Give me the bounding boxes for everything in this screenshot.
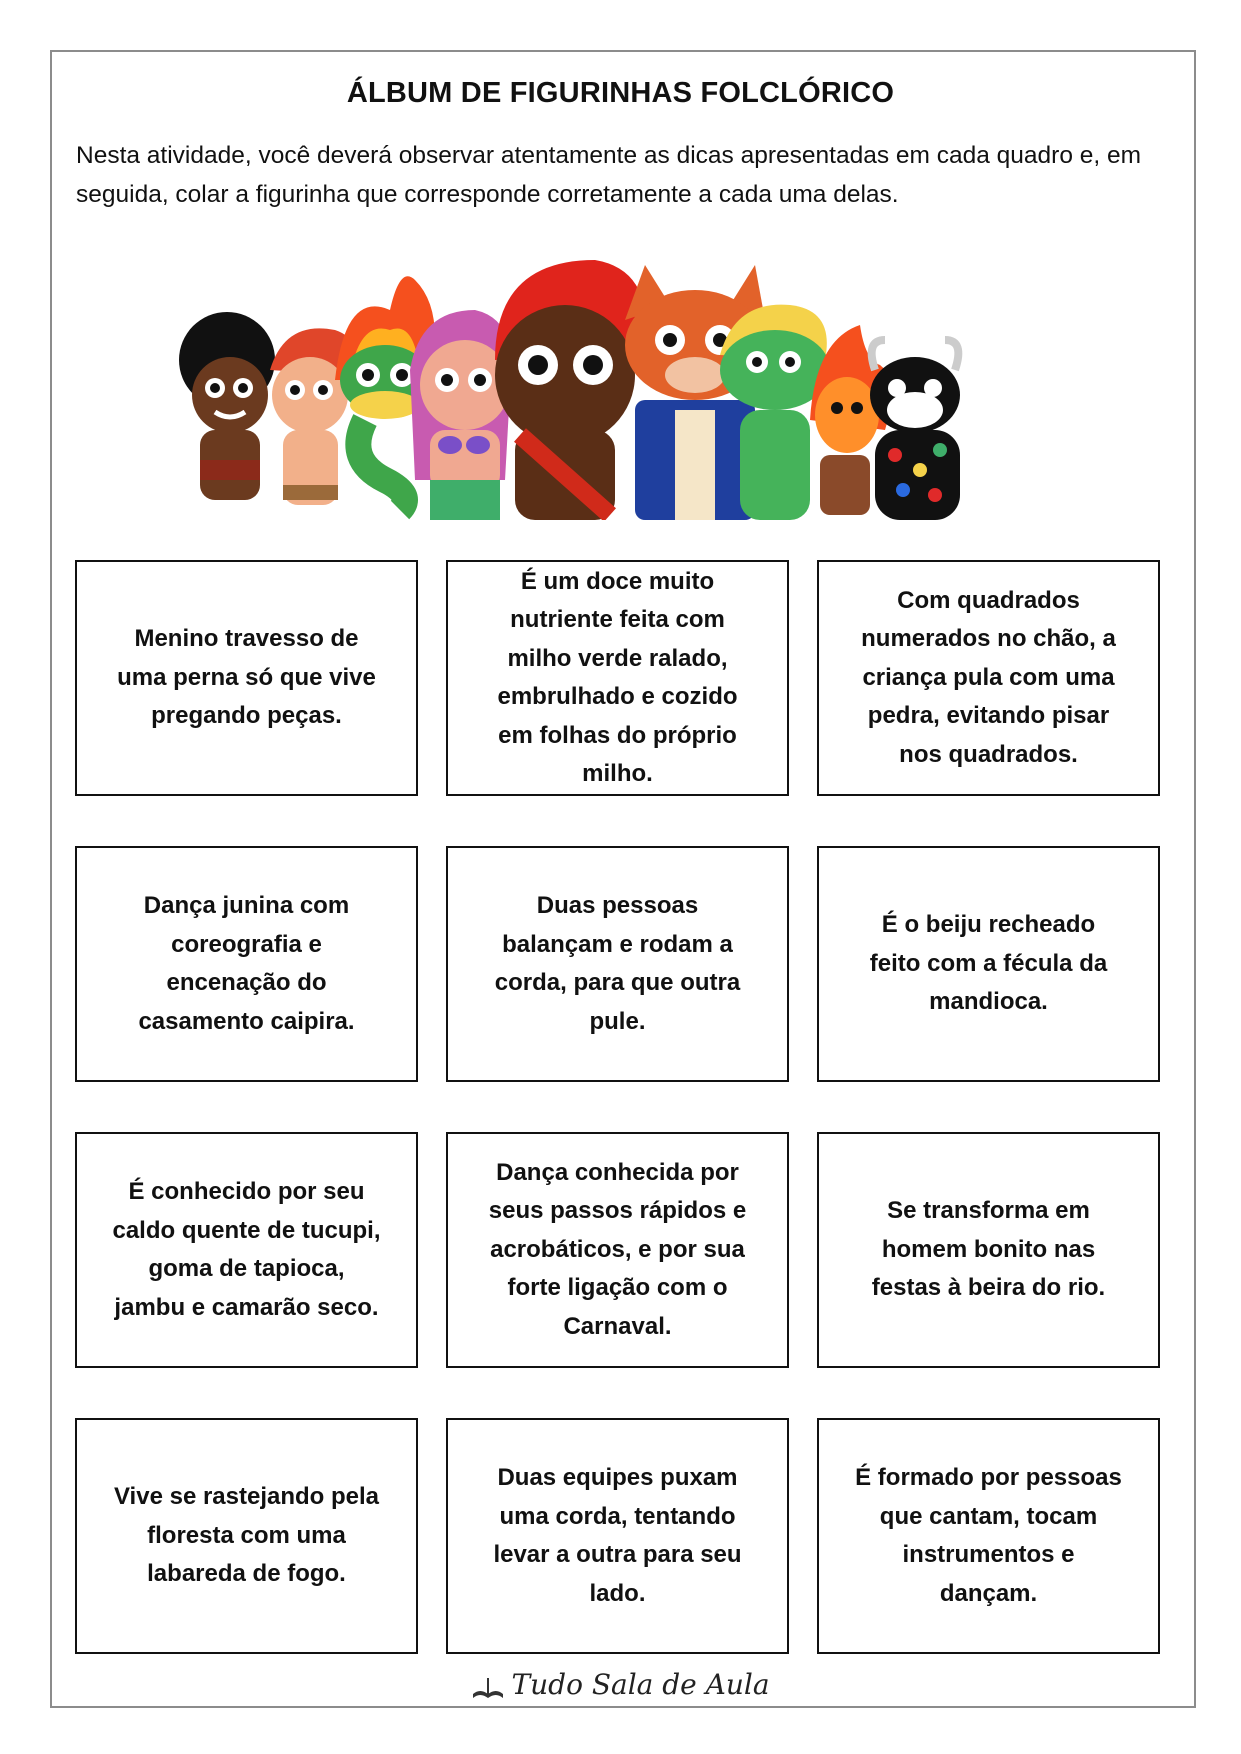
clue-text: Vive se rastejando pela floresta com uma labareda de fogo. (113, 1483, 380, 1588)
footer-brand (0, 1668, 1241, 1701)
clue-text: Duas equipes puxam uma corda, tentando levar a outra para seu lado. (493, 1464, 742, 1607)
clue-card[interactable] (75, 1418, 418, 1654)
clue-card[interactable] (75, 560, 418, 796)
instructions-text: Nesta atividade, você deverá observar atentamente as dicas apresentadas em cada quadro e, em seguida, colar a figurinha que corresponde corretamente a cada uma delas. (76, 142, 1142, 208)
clue-card[interactable] (446, 846, 789, 1082)
folklore-characters-illustration (175, 250, 1065, 520)
clue-text: É formado por pessoas que cantam, tocam instrumentos e dançam. (855, 1464, 1122, 1607)
clue-text: Dança conhecida por seus passos rápidos e acrobáticos, e por sua forte ligação com o Carnaval. (488, 1158, 747, 1340)
clue-card[interactable] (75, 846, 418, 1082)
clue-text: Se transforma em homem bonito nas festas à beira do rio. (871, 1197, 1106, 1302)
clue-card[interactable] (817, 1132, 1160, 1368)
character-saci (495, 260, 646, 520)
clue-card[interactable] (817, 846, 1160, 1082)
clue-text: Com quadrados numerados no chão, a criança pula com uma pedra, evitando pisar nos quadrados. (861, 586, 1116, 768)
clue-card[interactable] (817, 560, 1160, 796)
page-title: ÁLBUM DE FIGURINHAS FOLCLÓRICO (346, 77, 895, 109)
clue-text: Duas pessoas balançam e rodam a corda, para que outra pule. (494, 892, 741, 1035)
character-boy (179, 312, 275, 500)
clue-card[interactable] (446, 1132, 789, 1368)
clue-card[interactable] (446, 560, 789, 796)
clue-card[interactable] (817, 1418, 1160, 1654)
character-boi-bumba (870, 340, 960, 520)
clue-text: É conhecido por seu caldo quente de tucupi, goma de tapioca, jambu e camarão seco. (112, 1178, 381, 1321)
clue-text: Dança junina com coreografia e encenação do casamento caipira. (138, 892, 355, 1035)
clue-text: Menino travesso de uma perna só que vive pregando peças. (117, 625, 376, 730)
clue-text: É um doce muito nutriente feita com milho verde ralado, embrulhado e cozido em folhas do próprio milho. (497, 567, 738, 787)
clue-card[interactable] (75, 1132, 418, 1368)
brand-name: Tudo Sala de Aula (511, 1668, 770, 1701)
book-icon (471, 1674, 505, 1700)
clue-card[interactable] (446, 1418, 789, 1654)
clue-text: É o beiju recheado feito com a fécula da mandioca. (869, 911, 1108, 1016)
